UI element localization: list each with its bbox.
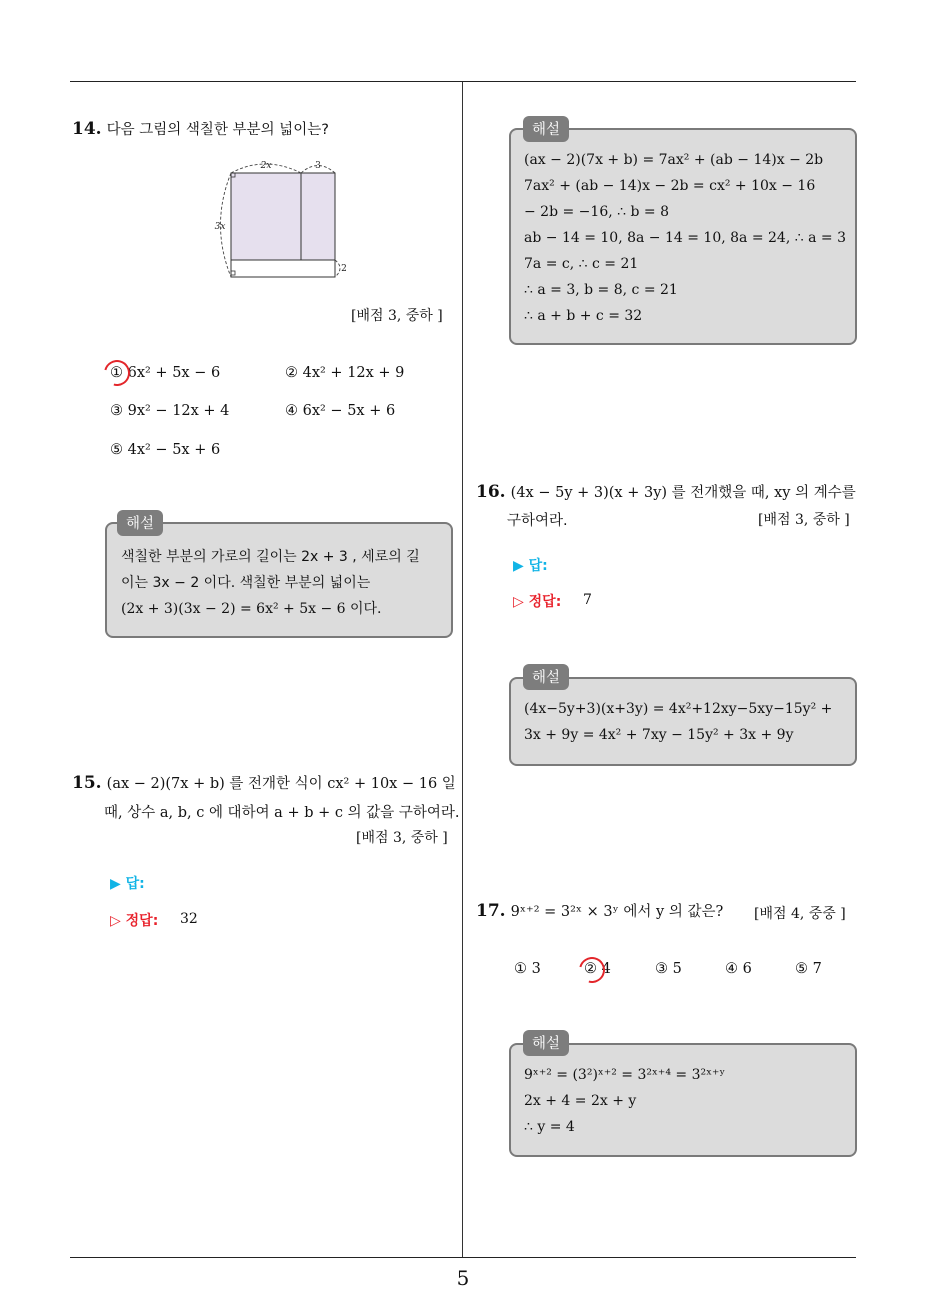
top-rule bbox=[70, 81, 856, 82]
label-2x: 2x bbox=[260, 161, 272, 171]
q15-answer-label: ▶ 답: bbox=[110, 876, 145, 892]
question-16 bbox=[476, 481, 856, 502]
explain-line: − 2b = −16, ∴ b = 8 bbox=[524, 204, 669, 220]
q17-explanation-box bbox=[509, 1043, 857, 1157]
question-number: 14. bbox=[72, 119, 102, 139]
explanation-tag: 해설 bbox=[523, 664, 569, 690]
q14-score: [배점 3, 중하 ] bbox=[351, 308, 443, 324]
explain-line: 7ax² + (ab − 14)x − 2b = cx² + 10x − 16 bbox=[524, 178, 816, 194]
explain-line: 색칠한 부분의 가로의 길이는 2x + 3 , 세로의 길 bbox=[121, 549, 420, 565]
q14-choice-5[interactable]: ⑤ 4x² − 5x + 6 bbox=[110, 442, 221, 458]
q17-choice-2[interactable]: ② 4 bbox=[584, 961, 611, 977]
q14-choice-2[interactable]: ② 4x² + 12x + 9 bbox=[285, 365, 405, 381]
explanation-tag: 해설 bbox=[523, 116, 569, 142]
q16-correct-label: ▷ 정답: bbox=[513, 594, 562, 610]
question-text: 9ˣ⁺² = 3²ˣ × 3ʸ 에서 y 의 값은? bbox=[510, 904, 724, 920]
question-text: 다음 그림의 색칠한 부분의 넓이는? bbox=[106, 122, 329, 138]
q17-choice-4[interactable]: ④ 6 bbox=[725, 961, 752, 977]
q17-choice-1[interactable]: ① 3 bbox=[514, 961, 541, 977]
q16-score: [배점 3, 중하 ] bbox=[758, 512, 850, 528]
explain-line: (2x + 3)(3x − 2) = 6x² + 5x − 6 이다. bbox=[121, 601, 382, 617]
explanation-tag: 해설 bbox=[117, 510, 163, 536]
question-text-line: (ax − 2)(7x + b) 를 전개한 식이 cx² + 10x − 16 일 bbox=[106, 776, 456, 792]
q17-choice-3[interactable]: ③ 5 bbox=[655, 961, 682, 977]
question-number: 15. bbox=[72, 773, 102, 793]
question-text-line: 구하여라. bbox=[507, 513, 568, 529]
q15-correct-label: ▷ 정답: bbox=[110, 913, 159, 929]
q15-explanation-box bbox=[509, 128, 857, 345]
explain-line: 9ˣ⁺² = (3²)ˣ⁺² = 3²ˣ⁺⁴ = 3²ˣ⁺ʸ bbox=[524, 1067, 726, 1083]
question-14 bbox=[72, 118, 329, 139]
question-text-line: 때, 상수 a, b, c 에 대하여 a + b + c 의 값을 구하여라. bbox=[104, 805, 460, 821]
q14-choice-4[interactable]: ④ 6x² − 5x + 6 bbox=[285, 403, 396, 419]
q17-choice-5[interactable]: ⑤ 7 bbox=[795, 961, 822, 977]
explain-line: ab − 14 = 10, 8a − 14 = 10, 8a = 24, ∴ a = 3 bbox=[524, 230, 846, 246]
question-text-line: (4x − 5y + 3)(x + 3y) 를 전개했을 때, xy 의 계수를 bbox=[510, 485, 856, 501]
explanation-tag: 해설 bbox=[523, 1030, 569, 1056]
q14-choice-3[interactable]: ③ 9x² − 12x + 4 bbox=[110, 403, 230, 419]
explain-line: 7a = c, ∴ c = 21 bbox=[524, 256, 639, 272]
q16-correct-value: 7 bbox=[583, 592, 592, 608]
q16-explanation-box bbox=[509, 677, 857, 766]
label-3: 3 bbox=[315, 161, 321, 171]
q16-answer-label: ▶ 답: bbox=[513, 558, 548, 574]
q17-score: [배점 4, 중중 ] bbox=[754, 906, 846, 922]
question-17 bbox=[476, 900, 723, 921]
q14-choice-1[interactable]: ① 6x² + 5x − 6 bbox=[110, 365, 221, 381]
selected-mark-icon bbox=[574, 952, 610, 988]
explain-line: (ax − 2)(7x + b) = 7ax² + (ab − 14)x − 2b bbox=[524, 152, 824, 168]
explain-line: ∴ a + b + c = 32 bbox=[524, 308, 643, 324]
column-divider bbox=[462, 82, 463, 1258]
page-number: 5 bbox=[456, 1266, 470, 1290]
explain-line: ∴ a = 3, b = 8, c = 21 bbox=[524, 282, 678, 298]
explain-line: 3x + 9y = 4x² + 7xy − 15y² + 3x + 9y bbox=[524, 727, 794, 743]
question-15 bbox=[72, 772, 456, 793]
explain-line: 2x + 4 = 2x + y bbox=[524, 1093, 637, 1109]
selected-mark-icon bbox=[99, 355, 135, 391]
label-2: 2 bbox=[341, 264, 347, 274]
q14-figure bbox=[205, 150, 355, 285]
q15-score: [배점 3, 중하 ] bbox=[356, 830, 448, 846]
explain-line: (4x−5y+3)(x+3y) = 4x²+12xy−5xy−15y² + bbox=[524, 701, 833, 717]
q14-explanation-box bbox=[105, 522, 453, 638]
label-3x: 3x bbox=[214, 222, 226, 232]
explain-line: ∴ y = 4 bbox=[524, 1119, 575, 1135]
question-number: 16. bbox=[476, 482, 506, 502]
question-number: 17. bbox=[476, 901, 506, 921]
bottom-rule bbox=[70, 1257, 856, 1258]
q15-correct-value: 32 bbox=[180, 911, 198, 927]
explain-line: 이는 3x − 2 이다. 색칠한 부분의 넓이는 bbox=[121, 575, 371, 591]
